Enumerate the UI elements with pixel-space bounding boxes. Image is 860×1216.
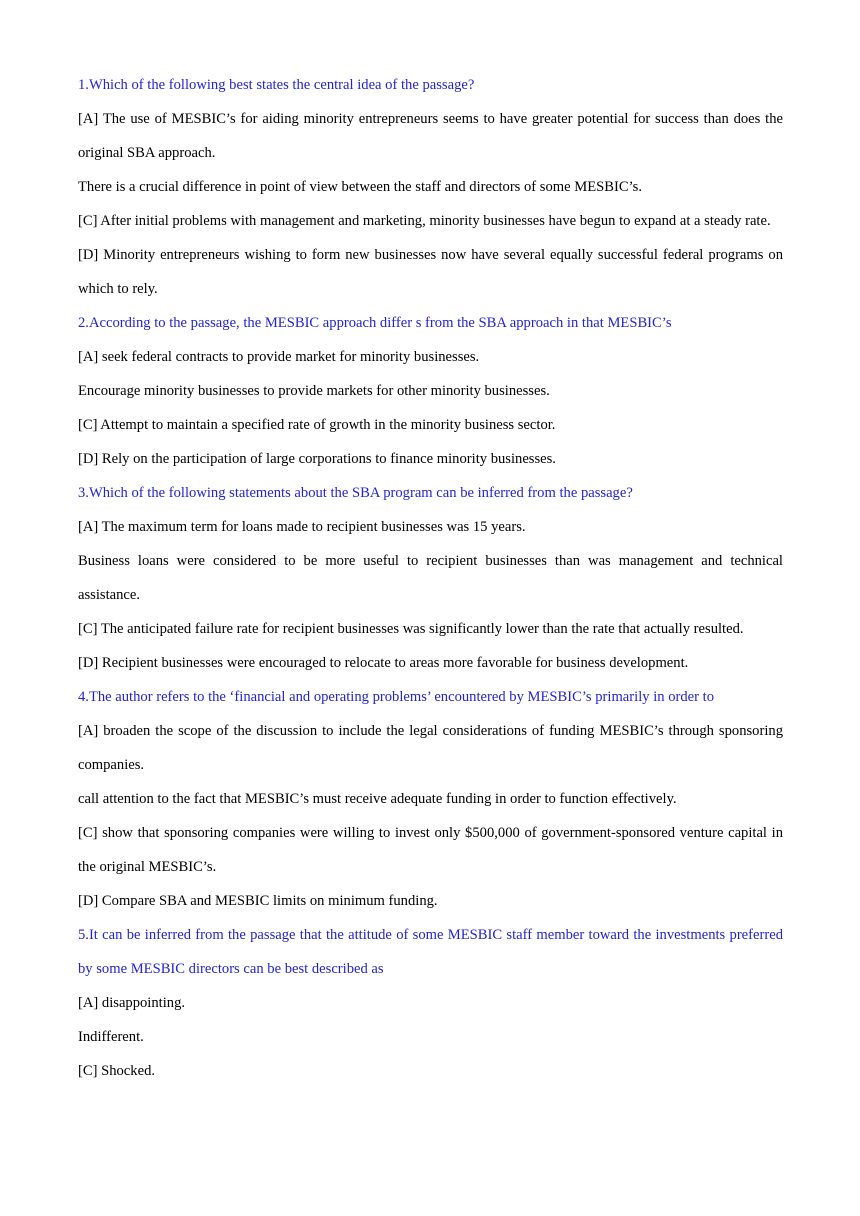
question-5-option-a: [A] disappointing. (78, 995, 186, 1011)
question-1-stem: 1.Which of the following best states the central idea of the passage? (78, 77, 475, 93)
document-page (78, 68, 783, 1088)
question-1-option-a: [A] The use of MESBIC’s for aiding minority entrepreneurs seems to have greater potential for success than does the original SBA approach. (78, 111, 783, 161)
question-3-stem: 3.Which of the following statements about the SBA program can be inferred from the passage? (78, 485, 633, 501)
question-1-option-c: [C] After initial problems with management and marketing, minority businesses have begun to expand at a steady rate. (78, 213, 771, 229)
question-4-option-a: [A] broaden the scope of the discussion to include the legal considerations of funding MESBIC’s through sponsoring companies. (78, 723, 783, 773)
question-4-option-d: [D] Compare SBA and MESBIC limits on minimum funding. (78, 893, 438, 909)
question-1-option-b: There is a crucial difference in point of view between the staff and directors of some MESBIC’s. (78, 179, 642, 195)
question-3-option-a: [A] The maximum term for loans made to recipient businesses was 15 years. (78, 519, 526, 535)
question-4-stem: 4.The author refers to the ‘financial and operating problems’ encountered by MESBIC’s primarily in order to (78, 689, 714, 705)
question-4-option-b: call attention to the fact that MESBIC’s must receive adequate funding in order to function effectively. (78, 791, 677, 807)
question-2-option-d: [D] Rely on the participation of large corporations to finance minority businesses. (78, 451, 556, 467)
question-3-option-c: [C] The anticipated failure rate for recipient businesses was significantly lower than the rate that actually resulted. (78, 621, 744, 637)
question-5-stem: 5.It can be inferred from the passage that the attitude of some MESBIC staff member toward the investments preferred by some MESBIC directors can be best described as (78, 927, 783, 977)
question-4-option-c: [C] show that sponsoring companies were willing to invest only $500,000 of government-sponsored venture capital in the original MESBIC’s. (78, 825, 783, 875)
question-2-stem: 2.According to the passage, the MESBIC approach differ s from the SBA approach in that MESBIC’s (78, 315, 672, 331)
question-3-option-d: [D] Recipient businesses were encouraged to relocate to areas more favorable for business development. (78, 655, 689, 671)
question-2-option-c: [C] Attempt to maintain a specified rate of growth in the minority business sector. (78, 417, 556, 433)
question-5-option-b: Indifferent. (78, 1029, 144, 1045)
question-3-option-b: Business loans were considered to be more useful to recipient businesses than was management and technical assistance. (78, 553, 783, 603)
question-1-option-d: [D] Minority entrepreneurs wishing to form new businesses now have several equally successful federal programs on which to rely. (78, 247, 783, 297)
question-2-option-b: Encourage minority businesses to provide markets for other minority businesses. (78, 383, 550, 399)
question-5-option-c: [C] Shocked. (78, 1063, 156, 1079)
question-2-option-a: [A] seek federal contracts to provide market for minority businesses. (78, 349, 480, 365)
